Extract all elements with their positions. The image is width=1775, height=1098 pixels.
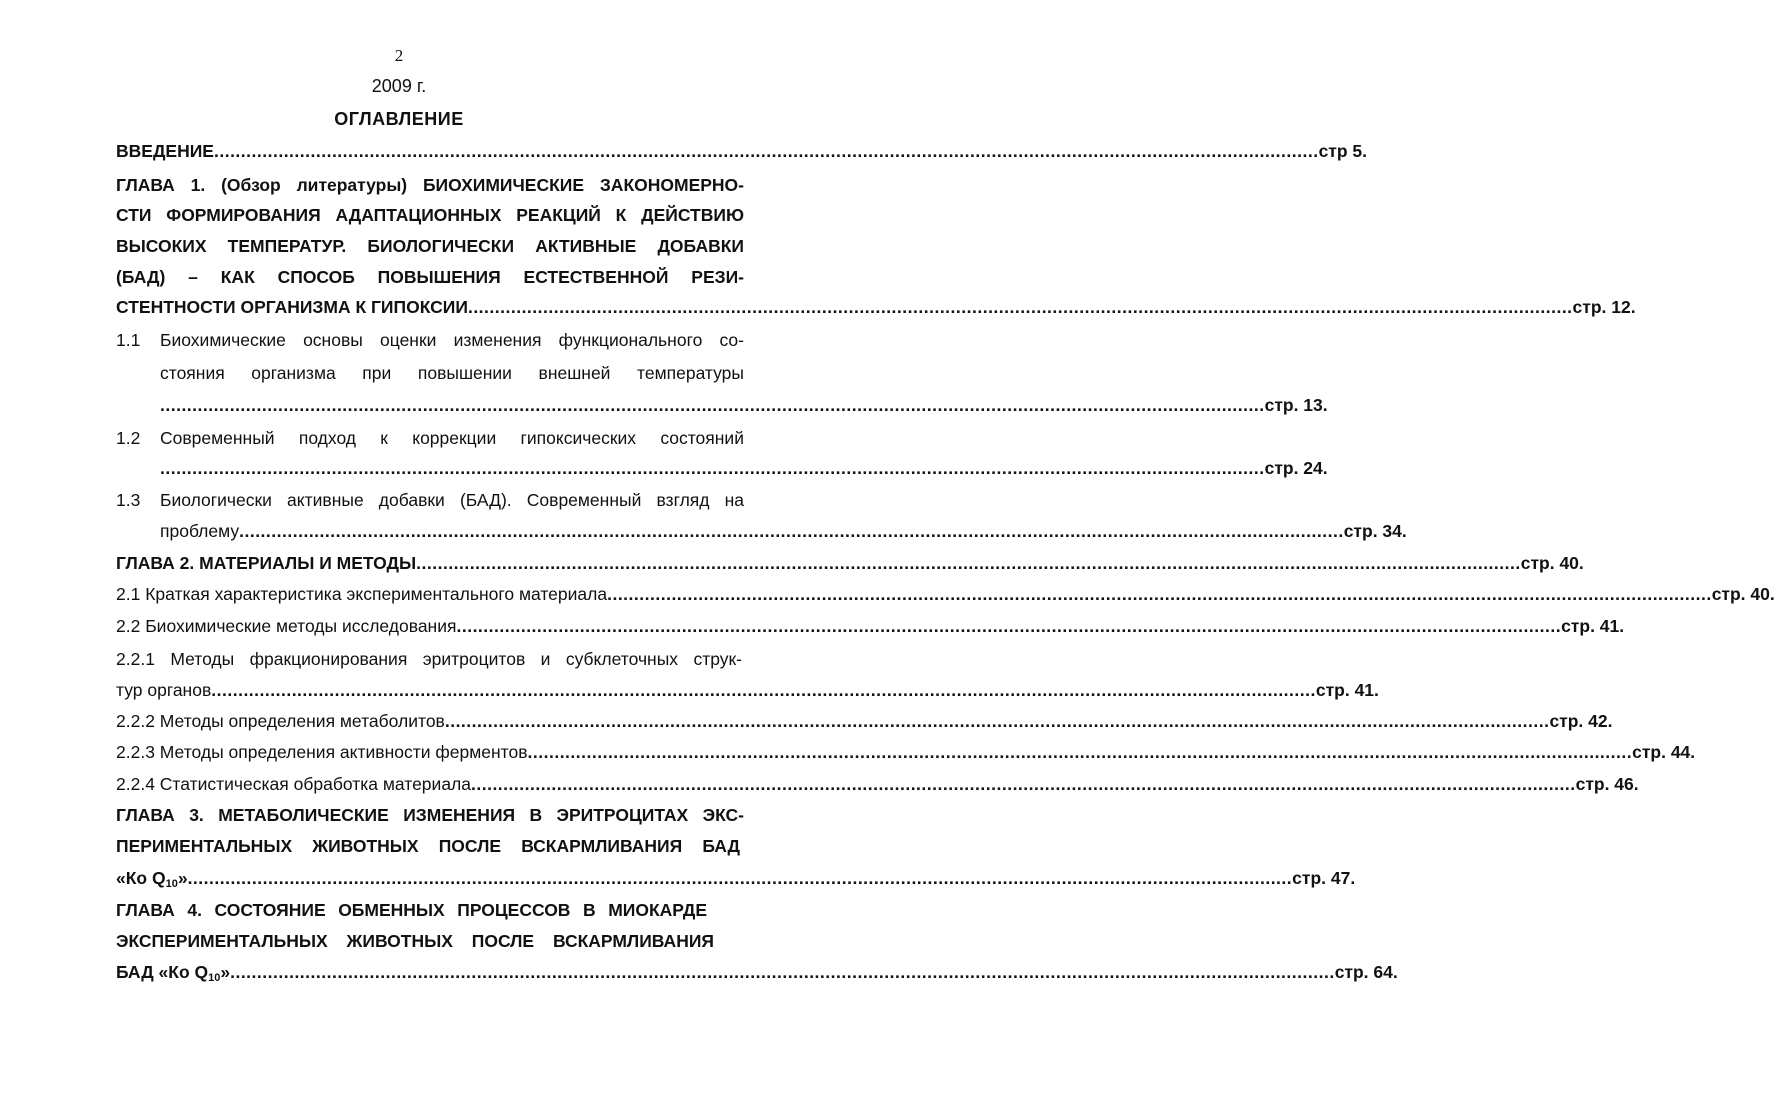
entry-page: стр. 64. <box>1334 962 1398 982</box>
toc-entry-ch4-line[interactable]: ГЛАВА 4. СОСТОЯНИЕ ОБМЕННЫХ ПРОЦЕССОВ В МИОКАРДЕ <box>116 900 707 920</box>
entry-page: стр. 40. <box>1711 584 1775 604</box>
entry-title: тур органов <box>116 680 212 700</box>
entry-title <box>116 867 188 889</box>
toc-entry-1-2-line[interactable]: Современный подход к коррекции гипоксических состояний <box>160 428 744 448</box>
section-number: 1.3 <box>116 490 141 510</box>
toc-entry-1-3-last[interactable] <box>160 520 1407 542</box>
entry-page: стр. 42. <box>1549 711 1613 731</box>
toc-entry-1-1-line[interactable]: Биохимические основы оценки изменения функционального со- <box>160 330 744 350</box>
entry-title-close: » <box>220 962 231 982</box>
toc-entry-ch3-line[interactable]: ПЕРИМЕНТАЛЬНЫХ ЖИВОТНЫХ ПОСЛЕ ВСКАРМЛИВАНИЯ БАД <box>116 836 740 856</box>
subscript: 10 <box>208 972 221 984</box>
leader-dots: .............................................................................................................................................................................................................. <box>416 553 1521 573</box>
toc-entry-ch3-last[interactable] <box>116 867 1356 890</box>
toc-heading: ОГЛАВЛЕНИЕ <box>334 109 464 129</box>
leader-dots: .............................................................................................................................................................................................................. <box>187 868 1293 888</box>
entry-page: стр. 12. <box>1572 297 1636 317</box>
entry-page: стр. 13. <box>1264 395 1328 415</box>
entry-page: стр. 40. <box>1520 553 1584 573</box>
entry-title: 2.2.4 Статистическая обработка материала <box>116 774 471 794</box>
toc-entry-2-2[interactable] <box>116 615 1625 637</box>
toc-entry-intro[interactable] <box>116 140 1368 162</box>
toc-entry-ch4-last[interactable] <box>116 961 1398 984</box>
leader-dots: .............................................................................................................................................................................................................. <box>456 616 1562 636</box>
toc-entry-2-2-1-last[interactable] <box>116 679 1379 701</box>
leader-dots: .............................................................................................................................................................................................................. <box>467 297 1573 317</box>
toc-entry-ch2[interactable] <box>116 552 1584 574</box>
entry-title-text: «Ко Q <box>116 868 166 888</box>
entry-page: стр 5. <box>1318 141 1368 161</box>
document-year: 2009 г. <box>371 76 427 96</box>
entry-page: стр. 24. <box>1264 458 1328 478</box>
leader-dots: .............................................................................................................................................................................................................. <box>239 521 1344 541</box>
leader-dots: .............................................................................................................................................................................................................. <box>160 458 1265 478</box>
entry-title-close: » <box>177 868 188 888</box>
entry-title: 2.2 Биохимические методы исследования <box>116 616 457 636</box>
toc-entry-2-2-4[interactable] <box>116 773 1639 795</box>
entry-title: 2.1 Краткая характеристика экспериментального материала <box>116 584 608 604</box>
toc-entry-2-2-1-line[interactable]: 2.2.1 Методы фракционирования эритроцитов и субклеточных струк- <box>116 649 742 669</box>
entry-page: стр. 47. <box>1292 868 1356 888</box>
toc-entry-ch3-line[interactable]: ГЛАВА 3. МЕТАБОЛИЧЕСКИЕ ИЗМЕНЕНИЯ В ЭРИТРОЦИТАХ ЭКС- <box>116 805 744 825</box>
entry-page: стр. 41. <box>1315 680 1379 700</box>
toc-entry-ch1-line[interactable]: ВЫСОКИХ ТЕМПЕРАТУР. БИОЛОГИЧЕСКИ АКТИВНЫЕ ДОБАВКИ <box>116 236 744 256</box>
subscript: 10 <box>165 878 178 890</box>
entry-page: стр. 34. <box>1343 521 1407 541</box>
toc-entry-ch1-line[interactable]: (БАД) – КАК СПОСОБ ПОВЫШЕНИЯ ЕСТЕСТВЕННОЙ РЕЗИ- <box>116 267 744 287</box>
entry-page: стр. 46. <box>1575 774 1639 794</box>
page-number: 2 <box>394 46 404 65</box>
section-number: 1.2 <box>116 428 141 448</box>
entry-title-text: БАД «Ко Q <box>116 962 209 982</box>
leader-dots: .............................................................................................................................................................................................................. <box>230 962 1335 982</box>
toc-entry-1-1-line[interactable]: стояния организма при повышении внешней температуры <box>160 363 744 383</box>
toc-entry-ch1-last[interactable] <box>116 296 1636 318</box>
leader-dots: .............................................................................................................................................................................................................. <box>607 584 1712 604</box>
leader-dots: .............................................................................................................................................................................................................. <box>471 774 1576 794</box>
entry-page: стр. 41. <box>1561 616 1625 636</box>
entry-title: 2.2.2 Методы определения метаболитов <box>116 711 445 731</box>
toc-entry-2-1[interactable] <box>116 583 1775 605</box>
leader-dots: .............................................................................................................................................................................................................. <box>213 141 1319 161</box>
entry-title: проблему <box>160 521 240 541</box>
section-number: 1.1 <box>116 330 141 350</box>
leader-dots: .............................................................................................................................................................................................................. <box>160 395 1265 415</box>
toc-entry-1-3-line[interactable]: Биологически активные добавки (БАД). Современный взгляд на <box>160 490 744 510</box>
toc-entry-1-2-page[interactable] <box>160 457 1328 479</box>
entry-title: 2.2.3 Методы определения активности ферментов <box>116 742 528 762</box>
toc-entry-2-2-3[interactable] <box>116 741 1696 763</box>
toc-entry-ch1-line[interactable]: СТИ ФОРМИРОВАНИЯ АДАПТАЦИОННЫХ РЕАКЦИЙ К ДЕЙСТВИЮ <box>116 205 744 225</box>
entry-page: стр. 44. <box>1632 742 1696 762</box>
entry-title: ГЛАВА 2. МАТЕРИАЛЫ И МЕТОДЫ <box>116 553 417 573</box>
leader-dots: .............................................................................................................................................................................................................. <box>527 742 1633 762</box>
toc-entry-ch1-line[interactable]: ГЛАВА 1. (Обзор литературы) БИОХИМИЧЕСКИЕ ЗАКОНОМЕРНО- <box>116 175 744 195</box>
entry-title: СТЕНТНОСТИ ОРГАНИЗМА К ГИПОКСИИ <box>116 297 468 317</box>
toc-entry-2-2-2[interactable] <box>116 710 1613 732</box>
leader-dots: .............................................................................................................................................................................................................. <box>211 680 1316 700</box>
entry-title <box>116 961 230 983</box>
entry-title: ВВЕДЕНИЕ <box>116 141 214 161</box>
toc-entry-1-1-page[interactable] <box>160 394 1328 416</box>
toc-entry-ch4-line[interactable]: ЭКСПЕРИМЕНТАЛЬНЫХ ЖИВОТНЫХ ПОСЛЕ ВСКАРМЛИВАНИЯ <box>116 931 714 951</box>
leader-dots: .............................................................................................................................................................................................................. <box>444 711 1550 731</box>
